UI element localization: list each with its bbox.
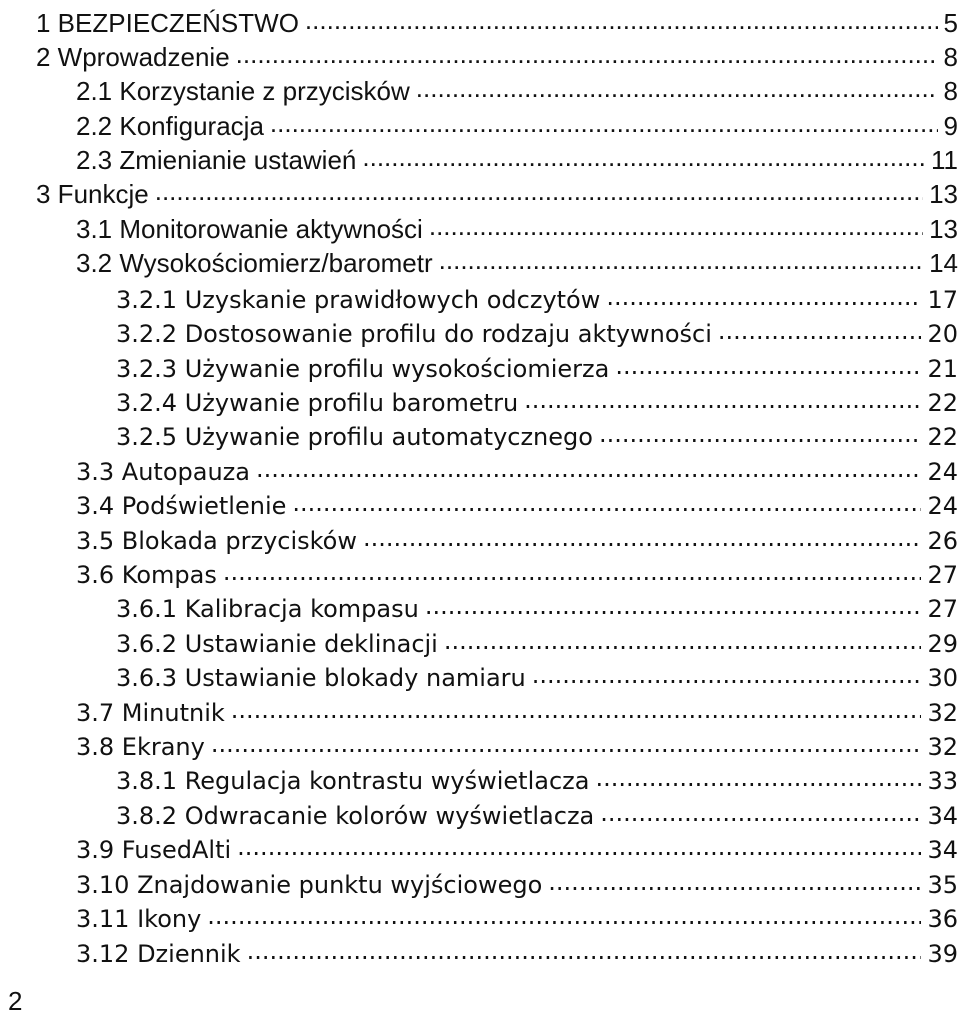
toc-entry-page: 14: [929, 248, 958, 278]
toc-entry-page: 32: [927, 699, 958, 727]
toc-entry-page: 27: [927, 595, 958, 623]
toc-dot-leader: [416, 75, 938, 101]
toc-entry-page: 32: [927, 733, 958, 761]
page-number: 2: [8, 986, 23, 1016]
toc-entry[interactable]: [76, 105, 958, 139]
toc-dot-leader: [211, 732, 922, 756]
toc-entry[interactable]: [76, 70, 958, 104]
toc-entry[interactable]: [76, 242, 958, 276]
toc-entry[interactable]: [76, 553, 958, 587]
toc-entry[interactable]: [116, 347, 958, 381]
toc-entry-page: 29: [927, 630, 958, 658]
toc-dot-leader: [532, 663, 922, 687]
toc-entry[interactable]: [76, 897, 958, 931]
toc-entry-title: 3.6.1 Kalibracja kompasu: [116, 595, 419, 623]
toc-entry-title: 3.6.3 Ustawianie blokady namiaru: [116, 664, 526, 692]
toc-entry[interactable]: [116, 656, 958, 690]
toc-dot-leader: [363, 526, 921, 550]
toc-entry[interactable]: [116, 794, 958, 828]
toc-dot-leader: [595, 766, 921, 790]
toc-entry-page: 24: [927, 458, 958, 486]
toc-dot-leader: [362, 144, 925, 170]
toc-dot-leader: [270, 110, 938, 136]
toc-entry[interactable]: [76, 139, 958, 173]
toc-entry-page: 35: [927, 871, 958, 899]
toc-dot-leader: [256, 457, 921, 481]
toc-entry-page: 17: [927, 286, 958, 314]
toc-entry[interactable]: [36, 2, 958, 36]
toc-dot-leader: [548, 870, 921, 894]
toc-entry[interactable]: [76, 863, 958, 897]
toc-entry[interactable]: [116, 278, 958, 312]
toc-dot-leader: [236, 41, 938, 67]
toc-entry-page: 39: [927, 940, 958, 968]
toc-entry-title: 3.8 Ekrany: [76, 733, 205, 761]
toc-entry-title: 3.2.3 Używanie profilu wysokościomierza: [116, 355, 610, 383]
toc-entry-page: 22: [927, 389, 958, 417]
toc-entry-page: 33: [927, 767, 958, 795]
toc-entry[interactable]: [76, 450, 958, 484]
toc-entry[interactable]: [116, 622, 958, 656]
toc-entry[interactable]: [116, 381, 958, 415]
toc-entry-title: 3.7 Minutnik: [76, 699, 225, 727]
toc-entry-page: 5: [943, 8, 958, 38]
toc-entry[interactable]: [116, 759, 958, 793]
toc-dot-leader: [237, 835, 921, 859]
toc-entry-title: 3.11 Ikony: [76, 905, 202, 933]
toc-dot-leader: [429, 213, 923, 239]
toc-entry[interactable]: [76, 932, 958, 966]
toc-entry-title: 3.2.1 Uzyskanie prawidłowych odczytów: [116, 286, 601, 314]
toc-dot-leader: [615, 354, 921, 378]
toc-dot-leader: [223, 560, 922, 584]
toc-entry-title: 3.4 Podświetlenie: [76, 492, 287, 520]
toc-entry-page: 11: [931, 145, 958, 175]
toc-entry-page: 13: [929, 214, 958, 244]
toc-entry-title: 3.3 Autopauza: [76, 458, 250, 486]
toc-entry-title: 3 Funkcje: [36, 179, 149, 209]
toc-dot-leader: [425, 594, 922, 618]
toc-entry[interactable]: [116, 415, 958, 449]
toc-dot-leader: [606, 285, 921, 309]
toc-dot-leader: [600, 801, 921, 825]
toc-entry-page: 22: [927, 423, 958, 451]
toc-entry-title: 3.5 Blokada przycisków: [76, 527, 357, 555]
toc-entry-title: 3.8.2 Odwracanie kolorów wyświetlacza: [116, 802, 595, 830]
toc-entry[interactable]: [36, 173, 958, 207]
toc-dot-leader: [524, 388, 921, 412]
toc-entry-title: 1 BEZPIECZEŃSTWO: [36, 8, 299, 38]
toc-dot-leader: [439, 247, 923, 273]
toc-dot-leader: [231, 698, 922, 722]
toc-entry-page: 8: [943, 76, 958, 106]
toc-entry-title: 2.2 Konfiguracja: [76, 111, 264, 141]
toc-entry-title: 3.8.1 Regulacja kontrastu wyświetlacza: [116, 767, 590, 795]
toc-dot-leader: [247, 939, 922, 963]
toc-entry-title: 3.2.5 Używanie profilu automatycznego: [116, 423, 593, 451]
toc-entry-page: 8: [943, 42, 958, 72]
toc-entry-page: 26: [927, 527, 958, 555]
toc-entry-title: 3.1 Monitorowanie aktywności: [76, 214, 423, 244]
toc-entry-title: 2.3 Zmienianie ustawień: [76, 145, 357, 175]
toc-dot-leader: [292, 491, 921, 515]
toc-entry-title: 3.2.4 Używanie profilu barometru: [116, 389, 519, 417]
toc-entry-page: 34: [927, 836, 958, 864]
toc-entry-title: 3.2 Wysokościomierz/barometr: [76, 248, 433, 278]
toc-entry-page: 30: [927, 664, 958, 692]
toc-entry-page: 24: [927, 492, 958, 520]
toc-entry-page: 20: [927, 320, 958, 348]
toc-entry[interactable]: [116, 312, 958, 346]
toc-entry[interactable]: [76, 484, 958, 518]
toc-entry[interactable]: [76, 725, 958, 759]
toc-entry-page: 27: [927, 561, 958, 589]
toc-entry-page: 21: [927, 355, 958, 383]
toc-entry[interactable]: [36, 36, 958, 70]
toc-entry-title: 3.2.2 Dostosowanie profilu do rodzaju aktywności: [116, 320, 712, 348]
toc-entry[interactable]: [76, 828, 958, 862]
toc-dot-leader: [207, 904, 921, 928]
toc-dot-leader: [718, 319, 922, 343]
toc-entry-title: 3.10 Znajdowanie punktu wyjściowego: [76, 871, 543, 899]
toc-entry-title: 3.6.2 Ustawianie deklinacji: [116, 630, 438, 658]
toc-entry-page: 36: [927, 905, 958, 933]
toc-entry[interactable]: [76, 208, 958, 242]
toc-entry-page: 9: [943, 111, 958, 141]
toc-entry[interactable]: [116, 587, 958, 621]
toc-entry-page: 13: [929, 179, 958, 209]
toc-dot-leader: [444, 629, 922, 653]
toc-dot-leader: [155, 178, 923, 204]
toc-entry-title: 3.6 Kompas: [76, 561, 217, 589]
toc-dot-leader: [305, 7, 938, 33]
toc-entry-page: 34: [927, 802, 958, 830]
toc-entry-title: 2.1 Korzystanie z przycisków: [76, 76, 410, 106]
toc-dot-leader: [599, 422, 922, 446]
toc-entry[interactable]: [76, 691, 958, 725]
toc-entry-title: 2 Wprowadzenie: [36, 42, 230, 72]
toc-entry-title: 3.9 FusedAlti: [76, 836, 232, 864]
toc-entry-title: 3.12 Dziennik: [76, 940, 241, 968]
toc-entry[interactable]: [76, 519, 958, 553]
